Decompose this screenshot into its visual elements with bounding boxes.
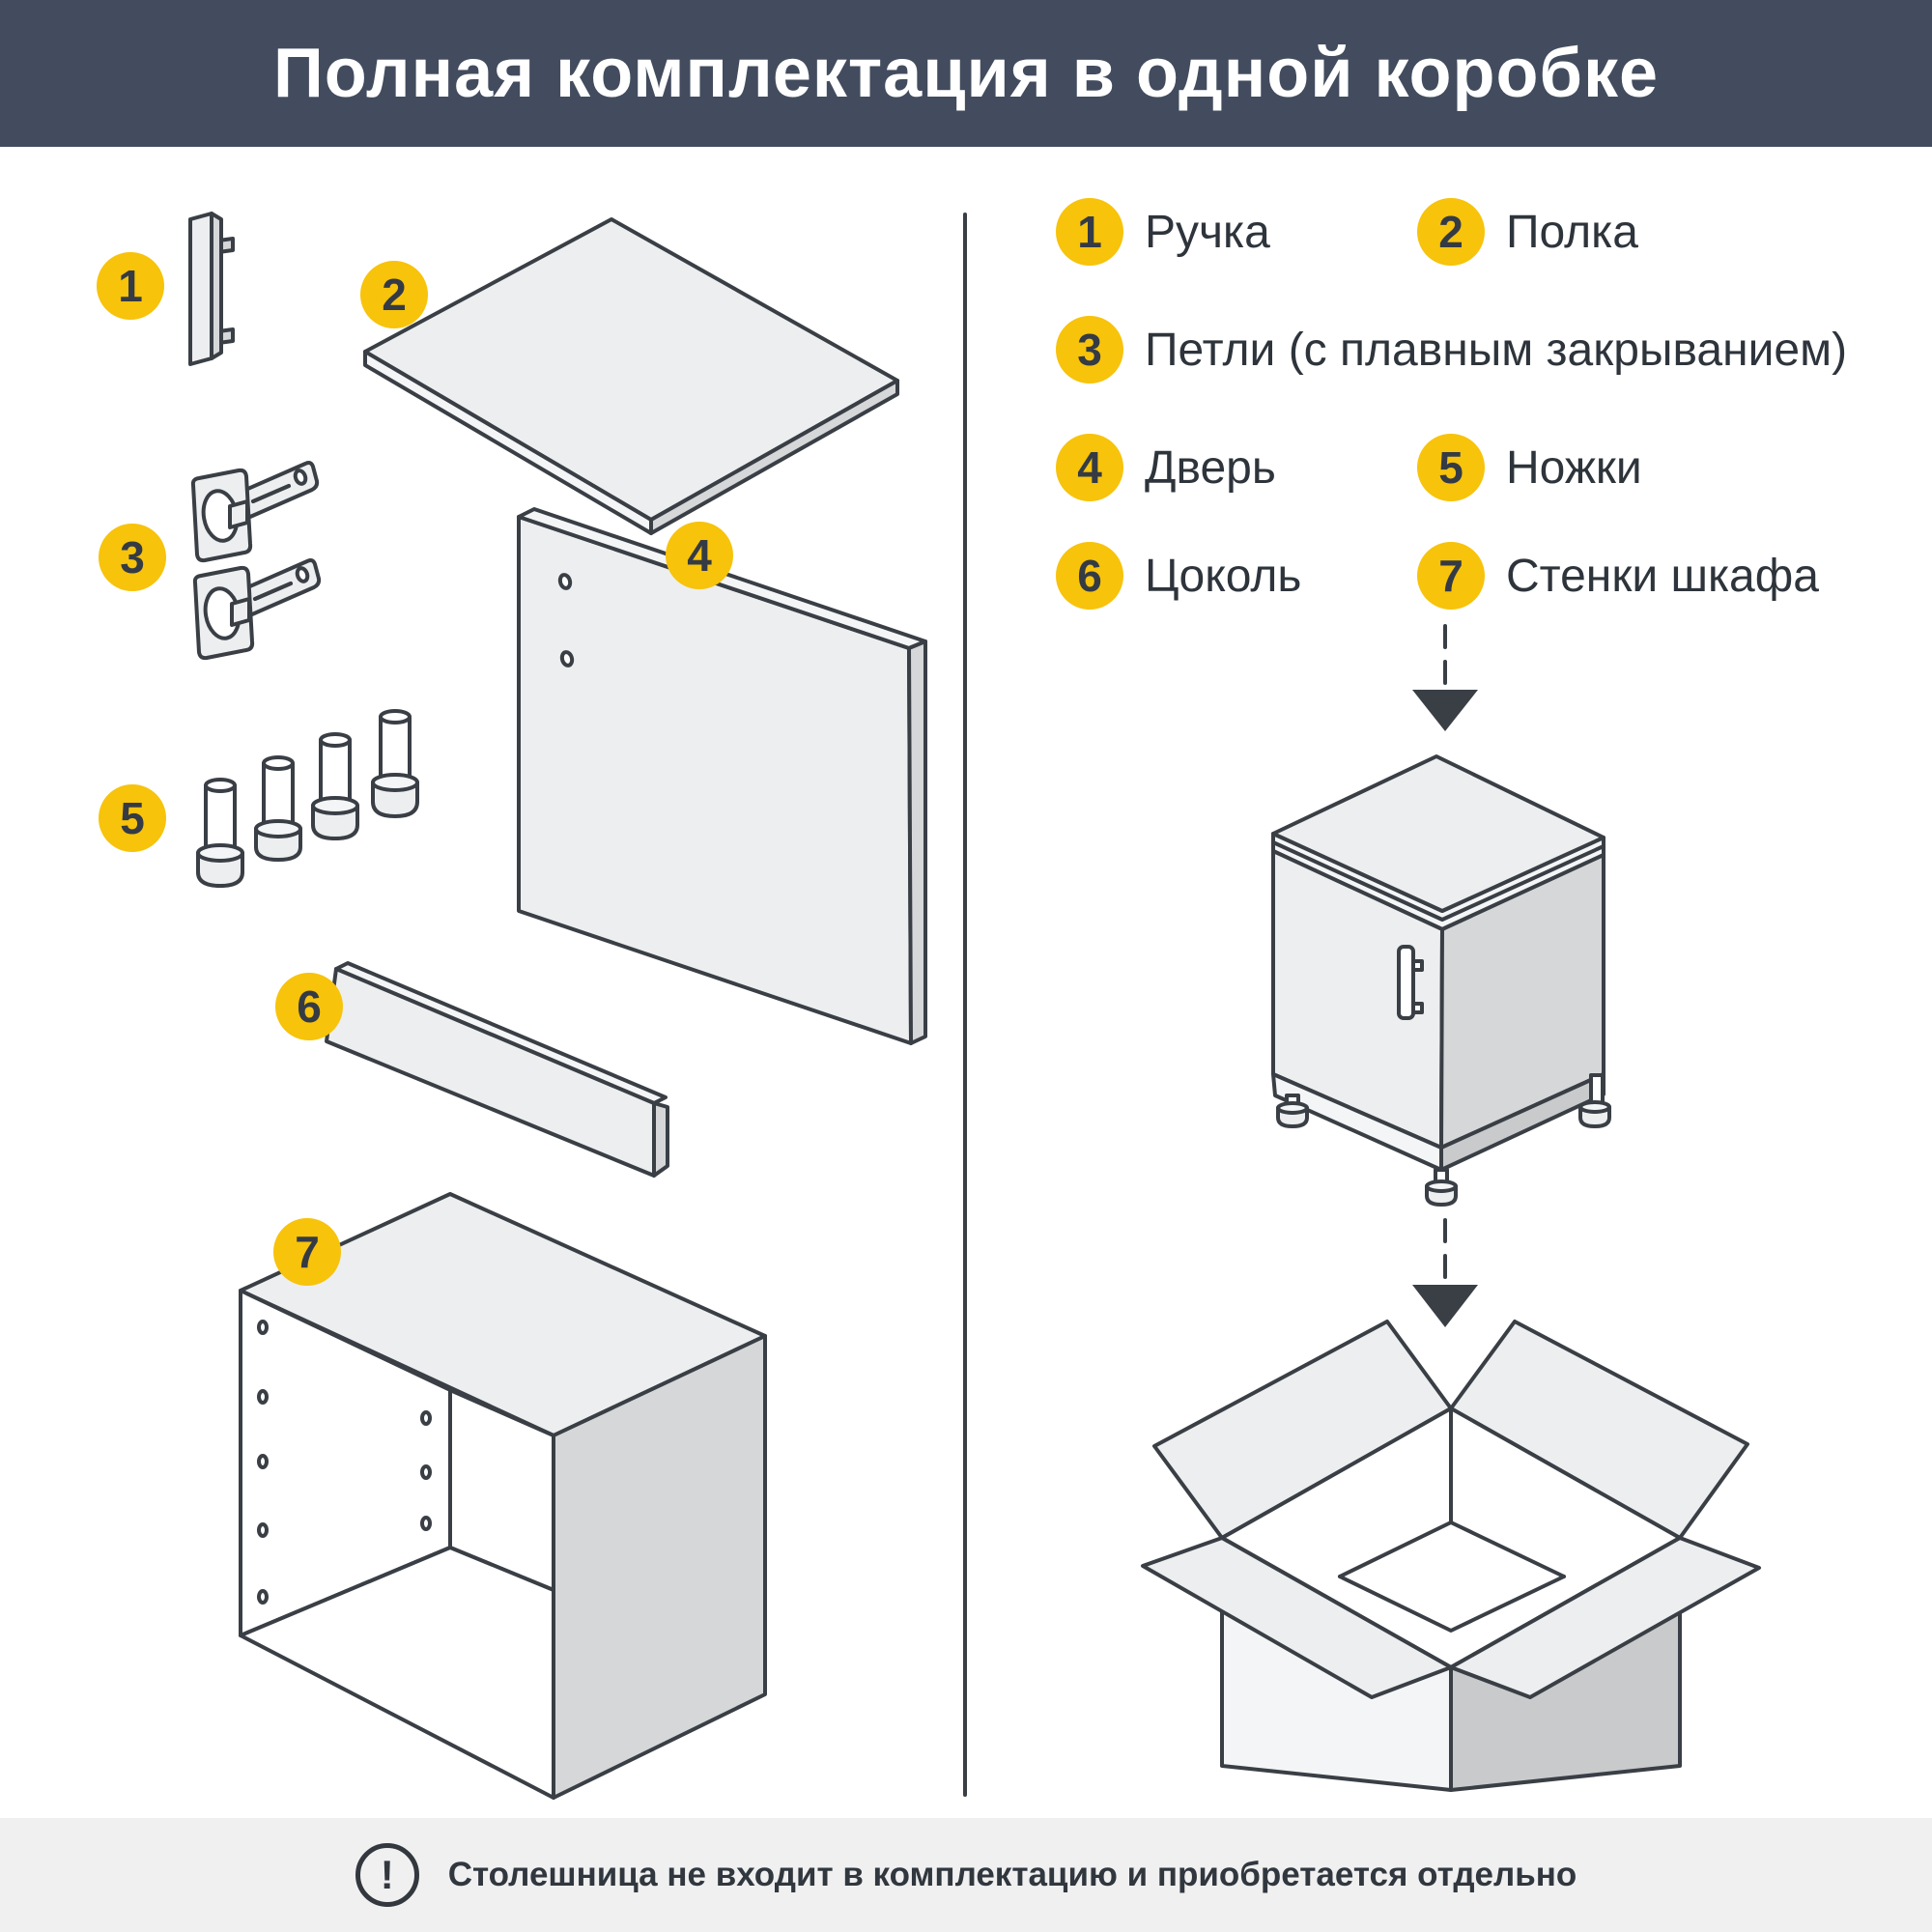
hinge-drawing-2 — [195, 560, 319, 658]
part-badge-6: 6 — [275, 973, 343, 1040]
legend-badge-2: 2 — [1417, 198, 1485, 266]
part-badge-4: 4 — [666, 522, 733, 589]
legend-label-7: Стенки шкафа — [1506, 550, 1819, 602]
legend-label-3: Петли (с плавным закрыванием) — [1145, 324, 1848, 376]
legend-label-1: Ручка — [1145, 206, 1270, 258]
page-title: Полная комплектация в одной коробке — [272, 35, 1660, 112]
legend-badge-4: 4 — [1056, 434, 1123, 501]
down-arrow-1 — [1412, 626, 1478, 731]
legend-badge-5: 5 — [1417, 434, 1485, 501]
legend-label-2: Полка — [1506, 206, 1638, 258]
plinth-drawing — [327, 963, 668, 1176]
leg-3 — [313, 734, 357, 838]
shelf-drawing — [365, 219, 897, 533]
legend-label-5: Ножки — [1506, 441, 1642, 494]
leg-2 — [256, 757, 300, 860]
legend-item-handle — [1056, 198, 1270, 266]
down-arrow-2 — [1412, 1220, 1478, 1327]
footer-band — [0, 1818, 1932, 1932]
leg-1 — [198, 780, 242, 886]
legend-item-door — [1056, 434, 1276, 501]
legend-badge-7: 7 — [1417, 542, 1485, 610]
part-badge-1: 1 — [97, 252, 164, 320]
legend-label-4: Дверь — [1145, 441, 1276, 494]
assembled-cabinet-drawing — [1273, 756, 1609, 1205]
legend-badge-1: 1 — [1056, 198, 1123, 266]
cabinet-frame-drawing — [241, 1194, 765, 1798]
footer-note: Столешница не входит в комплектацию и приобретается отдельно — [447, 1856, 1577, 1893]
handle-drawing — [190, 213, 233, 364]
legend-item-hinges — [1056, 316, 1847, 384]
part-badge-2: 2 — [360, 261, 428, 328]
open-box-drawing — [1143, 1321, 1759, 1790]
legend-label-6: Цоколь — [1145, 550, 1302, 602]
door-drawing — [519, 509, 925, 1043]
legend-item-shelf — [1417, 198, 1638, 266]
legend-item-legs — [1417, 434, 1642, 501]
leg-4 — [373, 711, 417, 816]
legend-item-plinth — [1056, 542, 1301, 610]
legs-drawing — [198, 711, 417, 886]
exclamation-icon: ! — [355, 1843, 419, 1907]
legend-badge-3: 3 — [1056, 316, 1123, 384]
hinge-drawing — [193, 463, 317, 560]
part-badge-5: 5 — [99, 784, 166, 852]
part-badge-7: 7 — [273, 1218, 341, 1286]
legend-badge-6: 6 — [1056, 542, 1123, 610]
legend-item-walls — [1417, 542, 1819, 610]
part-badge-3: 3 — [99, 524, 166, 591]
